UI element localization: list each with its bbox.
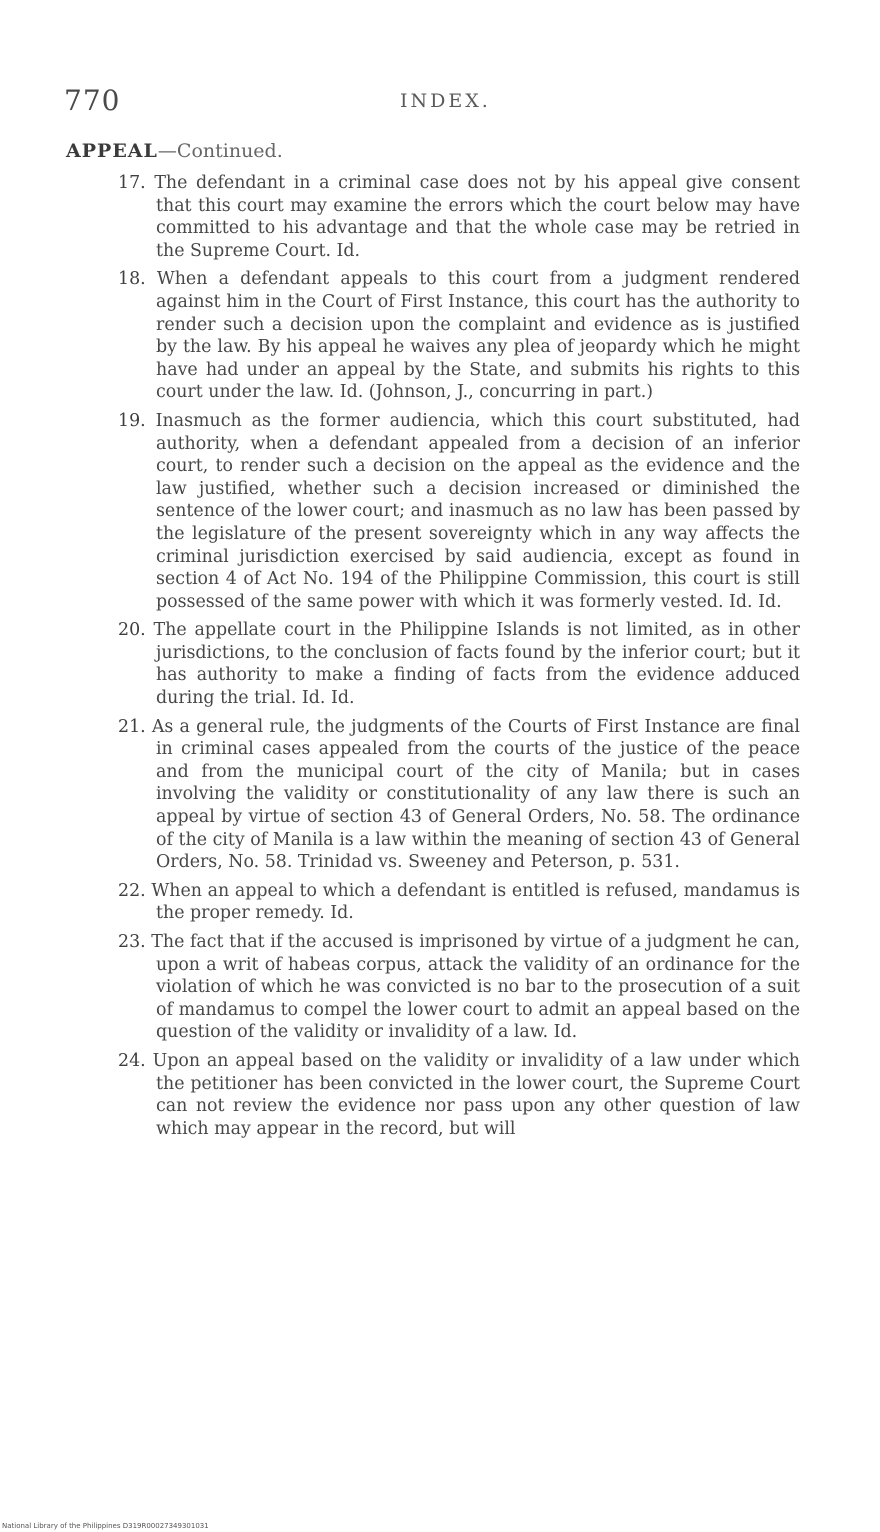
index-entry — [100, 410, 800, 613]
entry-number: 18. — [118, 269, 146, 290]
index-entry — [100, 619, 800, 709]
index-entry — [100, 931, 800, 1044]
entry-text: The defendant in a criminal case does not by his appeal give consent that this court may examine the errors which the court below may have committed to his advantage and that the whole case may be retried in the Supreme Court. Id. — [154, 173, 801, 261]
index-entry — [100, 268, 800, 404]
entry-number: 23. — [118, 932, 146, 952]
entry-text: When a defendant appeals to this court from a judgment rendered against him in the Court of First Instance, this court has the authority to render such a decision upon the complaint and evidence as is justified by the law. By his appeal he waives any plea of jeopardy which he might have had under an appeal by the State, and submits his rights to this court under the law. Id. (Johnson, J., concurring in part.) — [156, 269, 800, 403]
entry-text: Upon an appeal based on the validity or invalidity of a law under which the petitioner has been convicted in the lower court, the Supreme Court can not review the evidence nor pass upon any other question of law which may appear in the record, but will — [152, 1050, 800, 1139]
page-number: 770 — [64, 84, 121, 117]
heading-continued: —Continued. — [157, 140, 283, 162]
entry-text: Inasmuch as the former audiencia, which this court substituted, had authority, when a defendant appealed from a decision of an inferior court, to render such a decision on the appeal as the evidence and the law justified, whether such a decision increased or diminished the sentence of the lower court; and inasmuch as no law has been passed by the legislature of the present sovereignty which in any way affects the criminal jurisdiction exercised by said audiencia, except as found in section 4 of Act No. 194 of the Philippine Commission, this court is still possessed of the same power with which it was formerly vested. Id. Id. — [155, 410, 801, 612]
page-header — [64, 84, 824, 124]
scan-source-footer: National Library of the Philippines D319R00027349301031 — [2, 1522, 209, 1530]
entry-number: 22. — [118, 880, 146, 901]
entry-number: 21. — [118, 716, 146, 737]
running-head: INDEX. — [400, 90, 491, 112]
entry-number: 19. — [118, 410, 146, 431]
entry-text: When an appeal to which a defendant is entitled is refused, mandamus is the proper remedy. Id. — [151, 880, 800, 924]
index-entry — [100, 1050, 800, 1140]
index-heading — [66, 140, 283, 162]
heading-title: APPEAL — [66, 140, 158, 162]
entry-number: 17. — [118, 173, 146, 193]
index-entries — [100, 172, 800, 1146]
index-entry — [100, 716, 800, 874]
entry-text: The appellate court in the Philippine Islands is not limited, as in other jurisdictions, to the conclusion of facts found by the inferior court; but it has authority to make a finding of facts from the evidence adduced during the trial. Id. Id. — [153, 620, 800, 709]
entry-number: 20. — [118, 620, 146, 641]
entry-text: As a general rule, the judgments of the Courts of First Instance are final in criminal cases appealed from the courts of the justice of the peace and from the municipal court of the city of Manila; but in cases involving the validity or constitutionality of any law there is such an appeal by virtue of section 43 of General Orders, No. 58. The ordinance of the city of Manila is a law within the meaning of section 43 of General Orders, No. 58. Trinidad vs. Sweeney and Peterson, p. 531. — [151, 716, 800, 873]
index-entry — [100, 172, 800, 262]
index-entry — [100, 880, 800, 925]
entry-text: The fact that if the accused is imprisoned by virtue of a judgment he can, upon a writ of habeas corpus, attack the validity of an ordinance for the violation of which he was convicted is no bar to the prosecution of a suit of mandamus to compel the lower court to admit an appeal based on the question of the validity or invalidity of a law. Id. — [151, 932, 800, 1043]
entry-number: 24. — [118, 1050, 146, 1071]
